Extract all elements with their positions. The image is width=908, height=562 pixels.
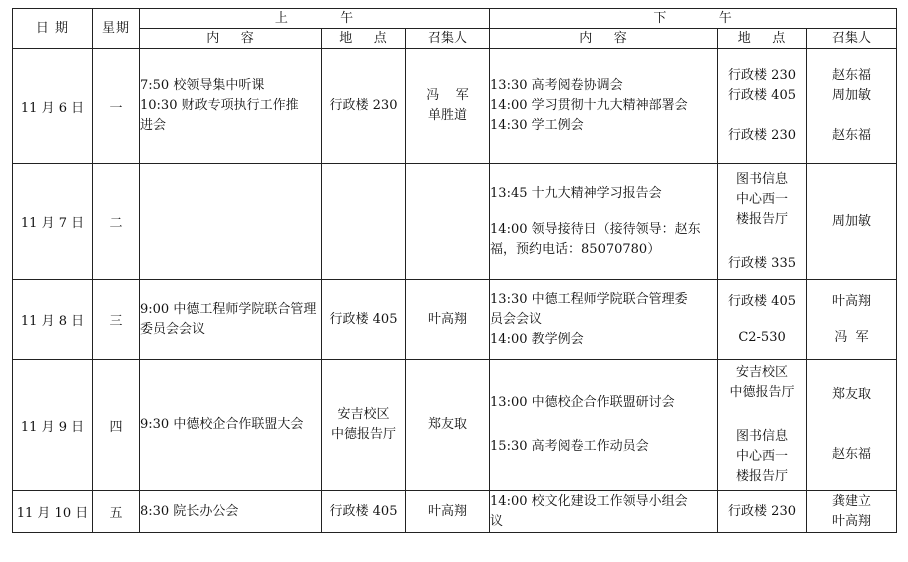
pm-place-line: 行政楼 230 bbox=[728, 128, 796, 143]
pm-host-name: 冯 军 bbox=[834, 329, 869, 345]
pm-place-cell bbox=[718, 280, 807, 360]
header-date: 日 期 bbox=[13, 9, 93, 49]
pm-host-name: 叶高翔 bbox=[832, 513, 872, 529]
am-content-line: 9:00 中德工程师学院联合管理 bbox=[140, 301, 317, 317]
pm-host-cell bbox=[807, 49, 897, 164]
date-cell: 11 月 9 日 bbox=[13, 360, 93, 491]
pm-content-line: 议 bbox=[490, 513, 504, 529]
pm-host-name: 赵东福 bbox=[832, 128, 872, 143]
am-content-cell bbox=[140, 360, 322, 491]
table-row bbox=[13, 360, 897, 491]
header-content-am: 内 容 bbox=[140, 29, 322, 49]
pm-host-cell bbox=[807, 164, 897, 280]
header-row-sub bbox=[13, 29, 897, 49]
header-pm: 下 午 bbox=[490, 9, 897, 29]
pm-place-cell bbox=[718, 491, 807, 533]
am-place-cell bbox=[322, 164, 406, 280]
pm-content-line: 14:00 教学例会 bbox=[490, 331, 584, 347]
pm-place-line: 图书信息 bbox=[736, 429, 789, 444]
pm-place-cell bbox=[718, 49, 807, 164]
pm-host-name bbox=[807, 106, 896, 126]
pm-content-line: 14:30 学工例会 bbox=[490, 118, 584, 133]
am-host-cell bbox=[406, 280, 490, 360]
am-host-cell bbox=[406, 49, 490, 164]
pm-host-name: 龚建立 bbox=[832, 493, 872, 509]
pm-place-line: 楼报告厅 bbox=[736, 469, 789, 484]
pm-content-cell bbox=[490, 164, 718, 280]
am-host-cell bbox=[406, 491, 490, 533]
pm-place-line: 行政楼 405 bbox=[728, 293, 796, 309]
pm-place-line: 安吉校区 bbox=[736, 365, 789, 380]
pm-place-line: C2-530 bbox=[738, 329, 786, 345]
table-row bbox=[13, 491, 897, 533]
pm-content-line: 14:00 学习贯彻十九大精神部署会 bbox=[490, 98, 688, 113]
pm-place-line: 行政楼 230 bbox=[728, 68, 796, 83]
schedule-table bbox=[12, 8, 897, 533]
weekday-cell: 二 bbox=[93, 164, 140, 280]
weekday-cell: 一 bbox=[93, 49, 140, 164]
pm-content-line: 14:00 校文化建设工作领导小组会 bbox=[490, 493, 688, 509]
date-cell: 11 月 10 日 bbox=[13, 491, 93, 533]
am-place-cell: 行政楼 405 bbox=[322, 491, 406, 533]
header-host-pm: 召集人 bbox=[807, 29, 897, 49]
pm-host-cell bbox=[807, 360, 897, 491]
date-cell: 11 月 6 日 bbox=[13, 49, 93, 164]
am-content-cell bbox=[140, 491, 322, 533]
date-cell: 11 月 8 日 bbox=[13, 280, 93, 360]
header-place-pm: 地 点 bbox=[718, 29, 807, 49]
am-host-name: 郑友取 bbox=[428, 417, 468, 432]
pm-host-name: 赵东福 bbox=[832, 447, 872, 462]
header-am: 上 午 bbox=[140, 9, 490, 29]
am-content-cell bbox=[140, 164, 322, 280]
pm-content-line: 13:45 十九大精神学习报告会 bbox=[490, 185, 662, 201]
line-gap bbox=[807, 429, 896, 445]
line-gap bbox=[490, 413, 717, 437]
am-place-line: 安吉校区 bbox=[337, 407, 390, 422]
am-place-cell: 行政楼 405 bbox=[322, 280, 406, 360]
pm-content-cell bbox=[490, 49, 718, 164]
date-cell: 11 月 7 日 bbox=[13, 164, 93, 280]
table-row bbox=[13, 164, 897, 280]
pm-content-cell bbox=[490, 280, 718, 360]
pm-host-cell bbox=[807, 491, 897, 533]
pm-host-name: 赵东福 bbox=[832, 68, 872, 83]
pm-content-line: 13:30 高考阅卷协调会 bbox=[490, 78, 623, 93]
pm-host-name: 周加敏 bbox=[832, 213, 872, 229]
am-host-name: 叶高翔 bbox=[428, 311, 468, 327]
pm-place-line: 中德报告厅 bbox=[729, 385, 795, 400]
pm-content-cell bbox=[490, 360, 718, 491]
line-gap bbox=[807, 405, 896, 429]
weekday-cell: 三 bbox=[93, 280, 140, 360]
line-gap bbox=[490, 204, 717, 220]
pm-host-name: 周加敏 bbox=[832, 88, 872, 103]
am-content-line: 委员会会议 bbox=[140, 321, 206, 337]
pm-host-cell bbox=[807, 280, 897, 360]
pm-place-cell bbox=[718, 360, 807, 491]
am-content-cell bbox=[140, 280, 322, 360]
pm-place-line: 行政楼 335 bbox=[728, 255, 796, 271]
pm-content-line: 福，预约电话：85070780） bbox=[490, 241, 661, 257]
line-gap bbox=[718, 312, 806, 328]
pm-host-name: 叶高翔 bbox=[832, 293, 872, 309]
table-row bbox=[13, 280, 897, 360]
pm-content-line: 15:30 高考阅卷工作动员会 bbox=[490, 439, 649, 454]
pm-content-line: 13:30 中德工程师学院联合管理委 bbox=[490, 291, 688, 307]
pm-place-cell bbox=[718, 164, 807, 280]
am-host-name: 单胜道 bbox=[428, 108, 468, 123]
am-place-cell: 行政楼 230 bbox=[322, 49, 406, 164]
am-host-cell bbox=[406, 360, 490, 491]
header-row-top bbox=[13, 9, 897, 29]
am-content-line: 7:50 校领导集中听课 bbox=[140, 78, 265, 93]
pm-place-line: 中心西一 bbox=[736, 191, 789, 207]
pm-place-line: 楼报告厅 bbox=[736, 211, 789, 227]
am-host-cell bbox=[406, 164, 490, 280]
pm-place-line: 中心西一 bbox=[736, 449, 789, 464]
header-place-am: 地 点 bbox=[322, 29, 406, 49]
am-content-line: 8:30 院长办公会 bbox=[140, 503, 239, 519]
weekday-cell: 五 bbox=[93, 491, 140, 533]
am-place-cell bbox=[322, 360, 406, 491]
am-content-line: 进会 bbox=[140, 118, 167, 133]
am-content-line: 9:30 中德校企合作联盟大会 bbox=[140, 417, 304, 432]
weekday-cell: 四 bbox=[93, 360, 140, 491]
am-host-name: 叶高翔 bbox=[428, 503, 468, 519]
am-content-line: 10:30 财政专项执行工作推 bbox=[140, 98, 299, 113]
header-weekday: 星期 bbox=[93, 9, 140, 49]
am-place-line: 中德报告厅 bbox=[330, 427, 396, 442]
line-gap bbox=[718, 230, 806, 254]
pm-place-line: 图书信息 bbox=[736, 171, 789, 187]
header-host-am: 召集人 bbox=[406, 29, 490, 49]
pm-content-line: 13:00 中德校企合作联盟研讨会 bbox=[490, 395, 675, 410]
pm-content-line: 员会会议 bbox=[490, 311, 543, 327]
header-content-pm: 内 容 bbox=[490, 29, 718, 49]
line-gap bbox=[718, 403, 806, 427]
table-row bbox=[13, 49, 897, 164]
pm-place-line: 行政楼 405 bbox=[728, 88, 796, 103]
line-gap bbox=[807, 312, 896, 328]
am-content-cell bbox=[140, 49, 322, 164]
pm-host-name: 郑友取 bbox=[832, 387, 872, 402]
am-host-name: 冯 军 bbox=[426, 88, 469, 103]
pm-content-line: 14:00 领导接待日（接待领导：赵东 bbox=[490, 221, 701, 237]
pm-content-cell bbox=[490, 491, 718, 533]
pm-place-line bbox=[718, 106, 806, 126]
pm-place-line: 行政楼 230 bbox=[728, 503, 796, 519]
